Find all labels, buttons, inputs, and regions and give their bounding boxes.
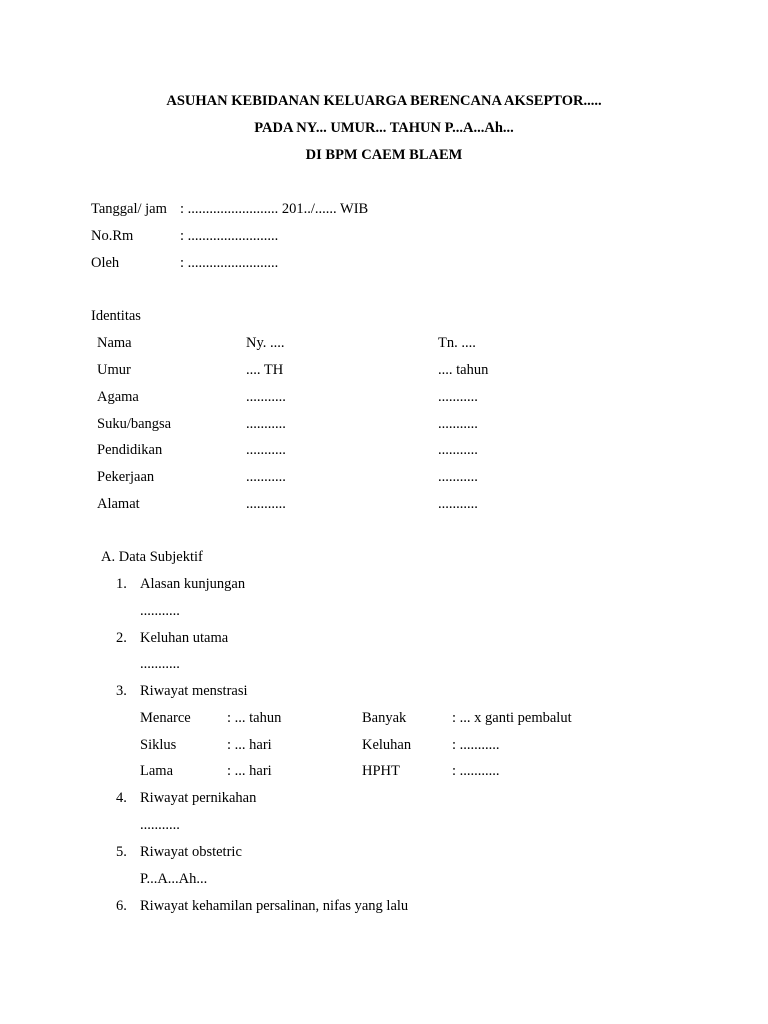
list-item-detail: P...A...Ah...	[140, 871, 208, 887]
list-item-number: 2.	[116, 630, 127, 646]
menstrasi-value: : ... hari	[227, 737, 272, 753]
identitas-label: Umur	[97, 362, 131, 378]
identitas-tn: .... tahun	[438, 362, 489, 378]
norm-label: No.Rm	[91, 228, 134, 244]
list-item-detail: ...........	[140, 817, 180, 833]
list-item-number: 5.	[116, 844, 127, 860]
list-item-title: Riwayat pernikahan	[140, 790, 257, 806]
identitas-ny: ...........	[246, 469, 286, 485]
identitas-label: Pendidikan	[97, 442, 163, 458]
list-item-number: 1.	[116, 576, 127, 592]
identitas-ny: Ny. ....	[246, 335, 285, 351]
oleh-value: : .........................	[180, 255, 279, 271]
list-item-detail: ...........	[140, 656, 180, 672]
identitas-tn: ...........	[438, 469, 478, 485]
menstrasi-value: : ... tahun	[227, 710, 282, 726]
menstrasi-label: HPHT	[362, 763, 400, 779]
menstrasi-value: : ... x ganti pembalut	[452, 710, 572, 726]
norm-value: : .........................	[180, 228, 279, 244]
list-item-title: Riwayat kehamilan persalinan, nifas yang lalu	[140, 898, 409, 914]
identitas-ny: .... TH	[246, 362, 284, 378]
menstrasi-label: Menarce	[140, 710, 191, 726]
identitas-tn: ...........	[438, 389, 478, 405]
identitas-tn: Tn. ....	[438, 335, 476, 351]
identitas-ny: ...........	[246, 389, 286, 405]
identitas-ny: ...........	[246, 416, 286, 432]
list-item-number: 3.	[116, 683, 127, 699]
identitas-label: Agama	[97, 389, 139, 405]
menstrasi-value: : ...........	[452, 763, 500, 779]
list-item-title: Keluhan utama	[140, 630, 229, 646]
menstrasi-label: Keluhan	[362, 737, 412, 753]
identitas-tn: ...........	[438, 442, 478, 458]
menstrasi-value: : ... hari	[227, 763, 272, 779]
menstrasi-label: Lama	[140, 763, 174, 779]
menstrasi-label: Siklus	[140, 737, 177, 753]
identitas-ny: ...........	[246, 442, 286, 458]
menstrasi-value: : ...........	[452, 737, 500, 753]
list-item-detail: ...........	[140, 603, 180, 619]
identitas-tn: ...........	[438, 496, 478, 512]
tanggal-label: Tanggal/ jam	[91, 201, 167, 217]
identitas-label: Alamat	[97, 496, 140, 512]
menstrasi-label: Banyak	[362, 710, 407, 726]
subjektif-heading: A. Data Subjektif	[101, 549, 203, 565]
list-item-number: 4.	[116, 790, 127, 806]
identitas-label: Nama	[97, 335, 132, 351]
title-line-3: DI BPM CAEM BLAEM	[305, 147, 463, 163]
oleh-label: Oleh	[91, 255, 120, 271]
title-line-2: PADA NY... UMUR... TAHUN P...A...Ah...	[254, 120, 514, 136]
list-item-number: 6.	[116, 898, 127, 914]
identitas-label: Suku/bangsa	[97, 416, 172, 432]
title-line-1: ASUHAN KEBIDANAN KELUARGA BERENCANA AKSEPTOR.....	[166, 93, 602, 109]
identitas-label: Pekerjaan	[97, 469, 155, 485]
identitas-heading: Identitas	[91, 308, 141, 324]
tanggal-value: : ......................... 201../...... WIB	[180, 201, 369, 217]
list-item-title: Alasan kunjungan	[140, 576, 246, 592]
list-item-title: Riwayat obstetric	[140, 844, 242, 860]
identitas-ny: ...........	[246, 496, 286, 512]
identitas-tn: ...........	[438, 416, 478, 432]
list-item-title: Riwayat menstrasi	[140, 683, 248, 699]
